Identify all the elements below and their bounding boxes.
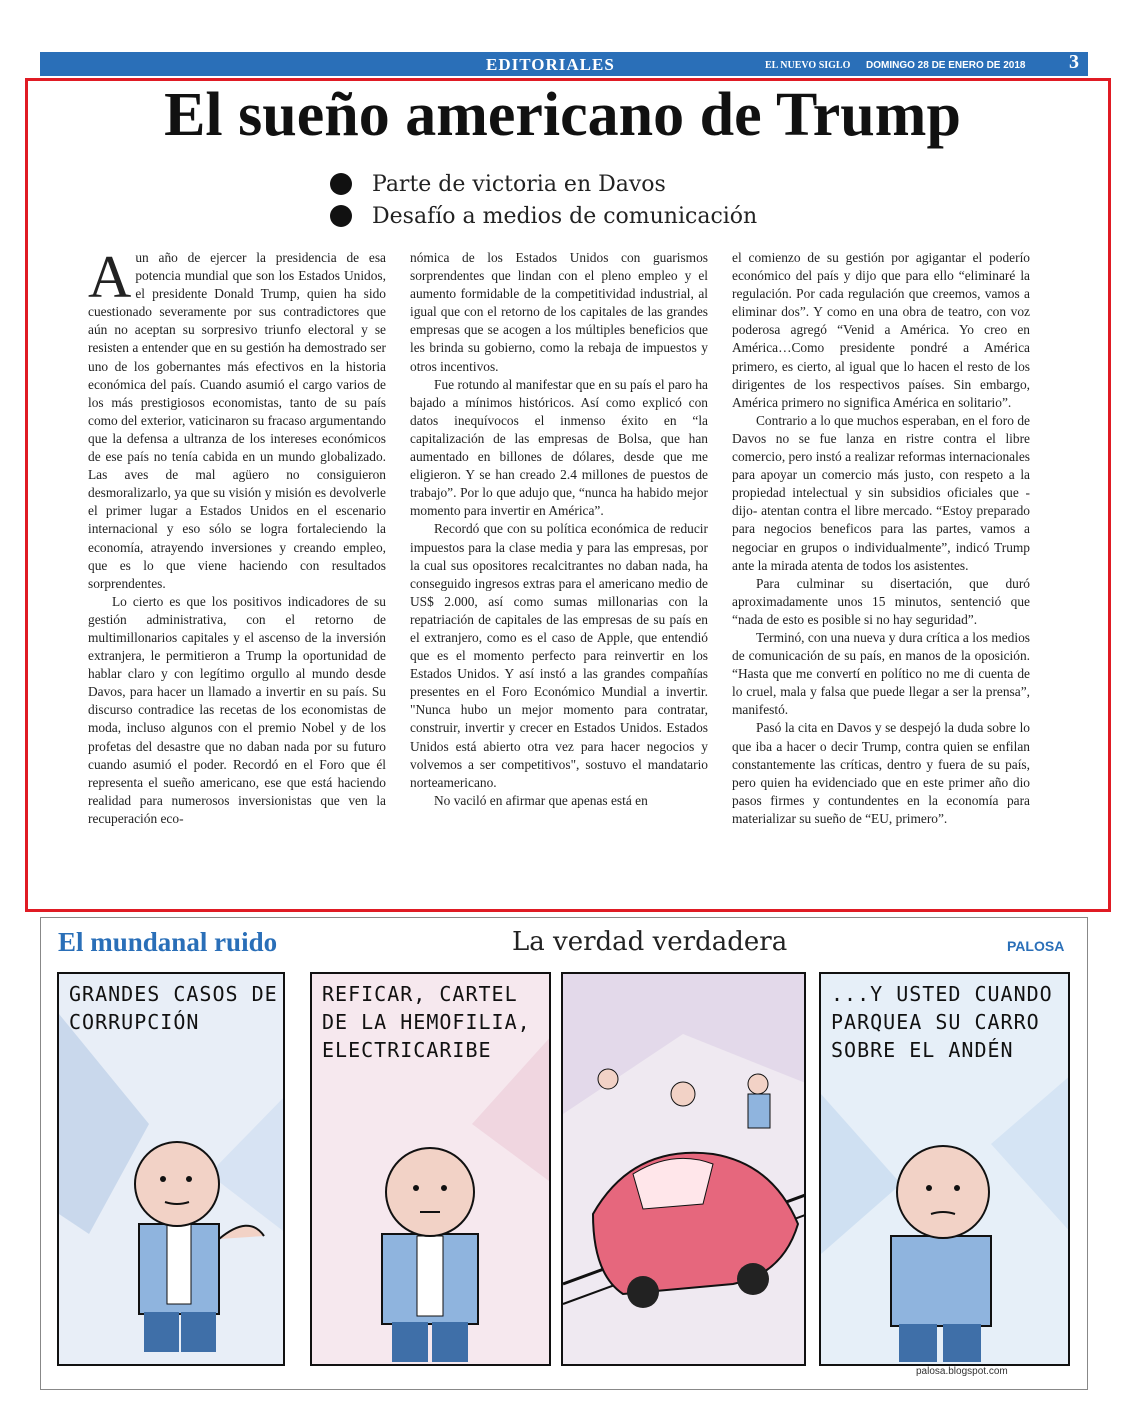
comic-column-name: El mundanal ruido (58, 927, 278, 957)
page-number: 3 (1069, 51, 1079, 73)
speech-text: GRANDES CASOS DE CORRUPCIÓN (69, 982, 278, 1034)
article-paragraph: Recordó que con su política económica de reducir impuestos para la clase media y para las empresas, por la cual sus opositores recalcitrantes no daban nada, ha conseguido ingresos extras para el americano medio de US$ 2.000, así como sumas millonarias con la repatriación de capitales de las empresas de su país en el extranjero, como es el caso de Apple, que entendió que es el momento perfecto para reinvertir en los Estados Unidos. Y así instó a las grandes compañías presentes en el Foro Económico Mundial a invertir. "Nunca hubo un mejor momento para contratar, construir, invertir y crecer en Estados Unidos. Estados Unidos está abierto otra vez para hacer negocios y volvemos a ser competitivos", sostuvo el mandatario norteamericano. (410, 521, 708, 790)
article-paragraph: Pasó la cita en Davos y se despejó la duda sobre lo que iba a hacer o decir Trump, contra quien se enfilan constantemente las críticas, dentro y fuera de su país, pero quien ha evidenciado que en este primer año dio pasos firmes y contundentes en la economía para materializar su sueño de “EU, primero”. (732, 720, 1030, 826)
article-paragraph: Para culminar su disertación, que duró aproximadamente unos 15 minutos, sentenció que “nada de esto es posible si no hay seguridad”. (732, 575, 1030, 627)
comic-title: La verdad verdadera (512, 927, 788, 957)
newspaper-name: EL NUEVO SIGLO (765, 60, 851, 71)
article-paragraph: No vaciló en afirmar que apenas está en (434, 792, 648, 808)
comic-panel-2 (310, 972, 551, 1366)
section-title: EDITORIALES (486, 55, 615, 74)
speech-text: ...Y USTED CUANDO PARQUEA SU CARRO SOBRE EL ANDÉN (831, 982, 1053, 1062)
comic-panel-4 (819, 972, 1070, 1366)
summary-bullet-text: Parte de victoria en Davos (372, 171, 666, 197)
article-paragraph: Terminó, con una nueva y dura crítica a los medios de comunicación de su país, en manos de la oposición. “Hasta que me convertí en político no me di cuenta de lo cruel, mala y falsa que puede llegar a ser la prensa”, manifestó. (732, 629, 1030, 718)
article-paragraph: Contrario a lo que muchos esperaban, en el foro de Davos no se fue lanza en ristre contra el libre comercio, pero instó a realizar reformas internacionales para apoyar un comercio más justo, con respeto a la propiedad intelectual y sin subsidios oficiales que -dijo- atentan contra el libre mercado. “Estoy preparado para negocios beneficos para las partes, vamos a negociar en grupos o individualmente”, indicó Trump ante la mirada atenta de todos los asistentes. (732, 412, 1030, 573)
summary-bullet-text: Desafío a medios de comunicación (372, 203, 758, 229)
article-column-3 (732, 249, 1030, 828)
comic-panel-3 (561, 972, 806, 1366)
article-headline: El sueño americano de Trump (164, 81, 961, 149)
article-paragraph: el comienzo de su gestión por agigantar el poderío económico del país y dijo que para ello “eliminaré la regulación. Por cada regulación que creemos, vamos a eliminar dos”. Y como en una obra de teatro, con voz poderosa agregó “Venid a América. Yo creo en América…Como presidente pondré a América primero, es cierto, al igual que lo hacen el resto de los dirigentes de los respectivos países. Sin embargo, América primero no significa América en solitario”. (732, 250, 1030, 410)
issue-date: DOMINGO 28 DE ENERO DE 2018 (866, 60, 1026, 71)
article-paragraph: Lo cierto es que los positivos indicadores de su gestión administrativa, con el retorno de multimillonarios capitales y el ascenso de la inversión extranjera, le permitieron a Trump la oportunidad de hablar claro y con legítimo orgullo al mundo desde Davos, para hacer un llamado a invertir en su país. Su discurso contradice las recetas de los economistas de moda, incluso algunos con el premio Nobel y de los profetas del desastre que no daban nada por su futuro cuando asumió el poder. Recordó en el Foro que él representa el sueño americano, ese que está haciendo realidad para numerosos inversionistas que ven la recuperación eco- (88, 593, 386, 826)
article-column-1 (88, 244, 386, 828)
article-column-2 (410, 249, 708, 810)
drop-cap: A (88, 244, 132, 310)
summary-bullet (330, 200, 757, 232)
bullet-dot-icon (330, 205, 352, 227)
article-paragraph (88, 244, 386, 593)
paragraph-text: un año de ejercer la presidencia de esa potencia mundial que son los Estados Unidos, el presidente Donald Trump, quien ha sido cuestionado severamente por sus contradictores que aún no aceptan su sorpresivo triunfo electoral y se resisten a entender que en su gestión ha demostrado ser uno de los gobernantes más efectivos en la historia económica del país. Cuando asumió el cargo varios de los más prestigiosos economistas, tanto de su país como del exterior, vaticinaron su fracaso argumentando que la defensa a ultranza de los intereses económicos de ese país no tenía cabida en un mundo globalizado. Las aves de mal agüero no consiguieron desmoralizarlo, ya que su visión y misión es devolverle el primer lugar a Estados Unidos en el escenario internacional y eso sólo se logra fortaleciendo la economía, atrayendo inversiones y creando empleo, que es lo que viene haciendo con resultados sorprendentes. (88, 250, 386, 591)
article-paragraph: nómica de los Estados Unidos con guarismos sorprendentes que lindan con el pleno empleo y el aumento formidable de la competitividad industrial, al igual que con el retorno de los capitales de las grandes empresas que se acogen a los múltiples beneficios que les brinda su gobierno, como la rebaja de impuestos y otros incentivos. (410, 250, 708, 374)
speech-text: REFICAR, CARTEL DE LA HEMOFILIA, ELECTRICARIBE (322, 982, 531, 1062)
red-car-on-sidewalk-drawing (563, 974, 806, 1366)
article-summary-bullets (330, 168, 757, 232)
bullet-dot-icon (330, 173, 352, 195)
artist-website: palosa.blogspot.com (916, 1366, 1008, 1377)
summary-bullet (330, 168, 757, 200)
article-paragraph: Fue rotundo al manifestar que en su país el paro ha bajado a mínimos históricos. Así como explicó con datos inequívocos el inmenso éxito en “la capitalización de las empresas de Bolsa, que han aumentado en billones de dólares, desde que me eligieron. Y se han creado 2.4 millones de puestos de trabajo”. Por lo que adujo que, “nunca ha habido mejor momento para invertir en América”. (410, 376, 708, 519)
comic-artist: PALOSA (1007, 938, 1065, 954)
comic-panel-1 (57, 972, 285, 1366)
